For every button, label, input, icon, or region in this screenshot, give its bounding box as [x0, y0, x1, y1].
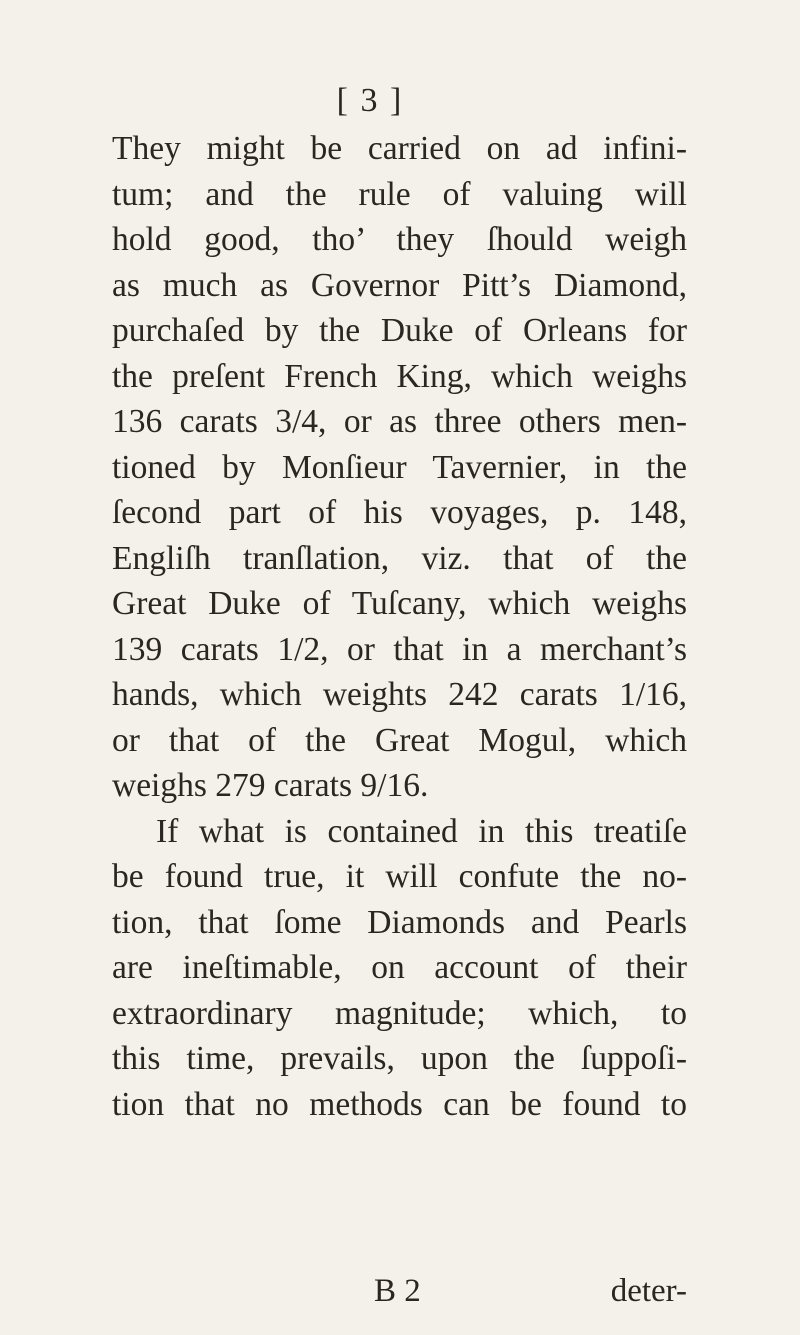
- catchword: deter-: [610, 1273, 687, 1309]
- text-line: tion that no methods can be found to: [112, 1085, 687, 1123]
- text-line: as much as Governor Pitt’s Diamond,: [112, 266, 687, 304]
- text-line: purchaſed by the Duke of Orleans for: [112, 312, 687, 349]
- text-line: are ineſtimable, on account of their: [112, 949, 687, 986]
- text-line: They might be carried on ad infini-: [112, 130, 687, 167]
- text-line: extraordinary magnitude; which, to: [112, 994, 687, 1032]
- text-line: tioned by Monſieur Tavernier, in the: [112, 448, 687, 486]
- text-line: Engliſh tranſlation, viz. that of the: [112, 539, 687, 577]
- text-line: hold good, tho’ they ſhould weigh: [112, 221, 687, 258]
- body-text: [112, 126, 687, 1127]
- text-line: hands, which weights 242 carats 1/16,: [112, 676, 687, 713]
- text-line: If what is contained in this treatiſe: [156, 812, 687, 850]
- text-line: or that of the Great Mogul, which: [112, 721, 687, 759]
- text-line: 136 carats 3/4, or as three others men-: [112, 403, 687, 440]
- text-line: tum; and the rule of valuing will: [112, 175, 687, 213]
- signature-mark: B 2: [374, 1273, 421, 1309]
- text-line: Great Duke of Tuſcany, which weighs: [112, 585, 687, 622]
- text-line: 139 carats 1/2, or that in a merchant’s: [112, 630, 687, 668]
- page-number: [ 3 ]: [336, 82, 404, 119]
- text-line: be found true, it will confute the no-: [112, 858, 687, 895]
- text-line: this time, prevails, upon the ſuppoſi-: [112, 1040, 687, 1077]
- text-line: ſecond part of his voyages, p. 148,: [112, 494, 687, 531]
- page-footer: [112, 1273, 687, 1313]
- text-line: the preſent French King, which weighs: [112, 357, 687, 395]
- text-line: tion, that ſome Diamonds and Pearls: [112, 903, 687, 941]
- text-line: weighs 279 carats 9/16.: [112, 767, 429, 804]
